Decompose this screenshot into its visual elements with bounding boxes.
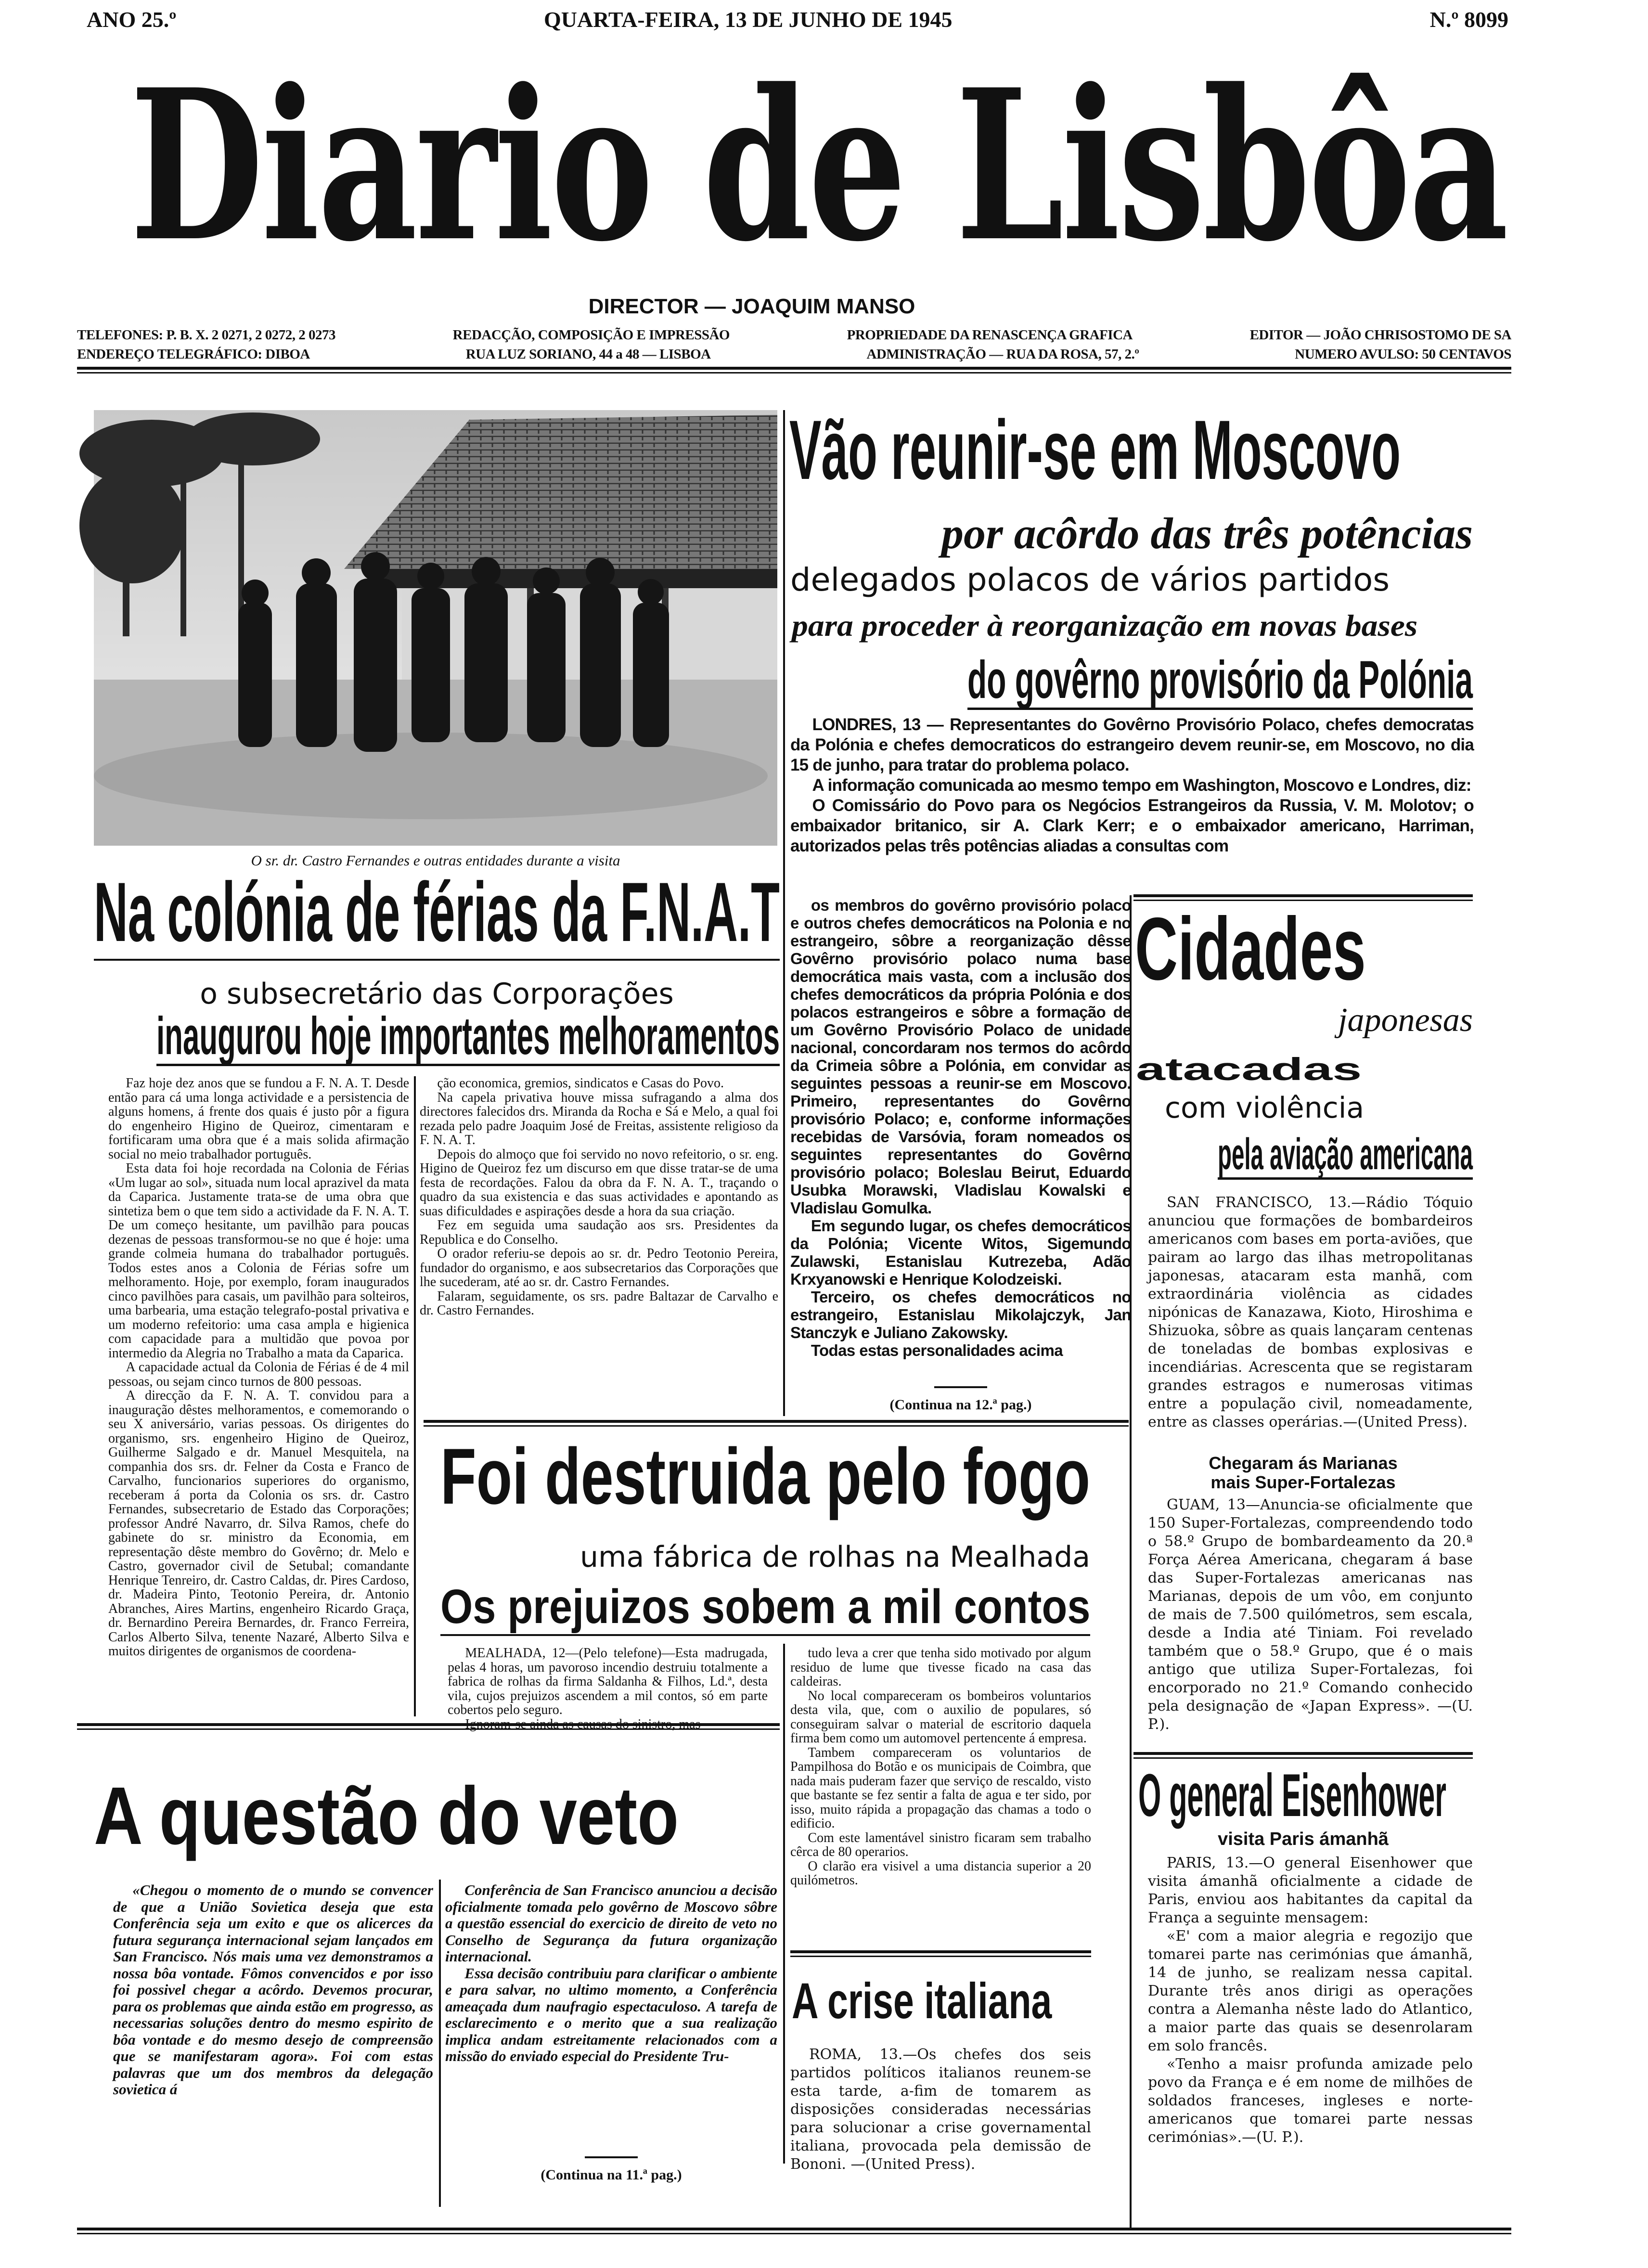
cidades-deck4-wrap bbox=[1218, 1130, 1473, 1179]
telephones: TELEFONES: P. B. X. 2 0271, 2 0272, 2 0273 bbox=[77, 327, 336, 343]
paragraph: os membros do govêrno provisório polaco e outros chefes democráticos na Polonia e no estrangeiro, sôbre a reorganização dêsse Govêrno provisório polaco numa base democrática mais vasta, com a inclusão dos chefes democráticos da própria Polónia e dos polacos estrangeiros e sôbre a formação de um Govêrno Provisório Polaco de unidade nacional, concordaram nos termos do acôrdo da Crimeia sôbre a Polónia, em convidar as seguintes pessoas a reunir-se em Moscovo. Primeiro, representantes do Govêrno provisório Polaco; e, conforme informações recebidas de Varsóvia, foram nomeados os seguintes representantes do Govêrno provisório polaco; Boleslau Beirut, Eduardo Usubka Morawski, Vladislau Kowalski e Vladislau Gomulka. bbox=[790, 896, 1131, 1217]
paragraph: Esta data foi hoje recordada na Colonia de Férias «Um lugar ao sol», situada num local aprazivel da mata da Caparica. Justamente trata-se de uma obra que sintetiza bem o que tem sido a actividade da F. N. A. T. De um começo hesitante, um pavilhão para poucas dezenas de pessoas transformou-se no que é hoje: uma grande colmeia humana do trabalhador português. Todos estes anos a Colonia de Férias sofre um melhoramento. Hoje, por exemplo, foram inaugurados cinco pavilhões para casais, um pavilhão para solteiros, uma barbearia, uma estação telegrafo-postal privativa e um moderno refeitorio: uma casa ampla e higienica com capacidade para a multidão que povoa por intermedio da Alegria no Trabalho a mata da Caparica. bbox=[108, 1161, 409, 1361]
paragraph: GUAM, 13—Anuncia-se oficialmente que 150 Super-Fortalezas, compreendendo todo o 58.º Grupo de bombardeamento da 20.ª Força Aérea Americana, chegaram á base das Super-Fortalezas americanas nas Marianas, depois de um vôo, em conjunto de mais de 7.500 quilómetros, sem escala, desde a India até Tiniam. Foi revelado também que o 58.º Grupo, que é o mais antigo que utiliza Super-Fortalezas, foi encorporado no 21.º Comando conhecido pela designação de «Japan Express». —(U. P.). bbox=[1148, 1496, 1473, 1733]
paragraph: Falaram, seguidamente, os srs. padre Baltazar de Carvalho e dr. Castro Fernandes. bbox=[420, 1289, 778, 1318]
paragraph: O Comissário do Povo para os Negócios Estrangeiros da Russia, V. M. Molotov; o embaixador britanico, sir A. Clark Kerr; e o embaixador americano, Harriman, autorizados pelas três potências aliadas a consultas com bbox=[790, 796, 1474, 855]
paragraph: Em segundo lugar, os chefes democráticos da Polónia; Vicente Witos, Sigemundo Zulawski, Estanislau Kutrezeba, Adão Krxyanowski e Henrique Kolodzeiski. bbox=[790, 1217, 1131, 1288]
fnat-subhead2: inaugurou hoje importantes melhoramentos bbox=[156, 1006, 780, 1066]
column-divider bbox=[439, 1880, 441, 2207]
paragraph: A capacidade actual da Colonia de Férias é de 4 mil pessoas, ou sejam cinco turnos de 800 pessoas. bbox=[108, 1360, 409, 1389]
year-label: ANO 25.º bbox=[87, 7, 177, 32]
administration-address: ADMINISTRAÇÃO — RUA DA ROSA, 57, 2.º bbox=[866, 347, 1139, 362]
fnat-headline-wrap bbox=[94, 865, 780, 959]
fnat-subhead: o subsecretário das Corporações bbox=[200, 977, 674, 1011]
eisenhower-body bbox=[1148, 1854, 1473, 2215]
paragraph: «Chegou o momento de o mundo se convencer de que a União Sovietica deseja que esta Conferência seja um exito e que os alicerces da futura segurança internacional sejam lançados em San Francisco. Nós mais uma vez demonstramos a nossa bôa vontade. Fômos convencidos e por isso foi possivel chegar a acôrdo. Devemos procurar, para os problemas que ainda estão em progresso, as necessarias soluções dentro do mesmo espirito de bôa vontade e do mesmo desejo de compreensão que se manifestaram agora». Foi com estas palavras que um dos membros da delegação sovietica á bbox=[113, 1881, 433, 2098]
eisenhower-headline[interactable]: O general Eisenhower bbox=[1138, 1762, 1446, 1829]
paragraph: Essa decisão contribuiu para clarificar o ambiente e para salvar, no ultimo momento, a Conferência ameaçada dum naufragio espectaculoso. A tarefa de esclarecimento e o merito que a sua realização implica andam estreitamente relacionados com a missão do enviado especial do Presidente Tru- bbox=[445, 1964, 777, 2064]
moscow-deck3: para proceder à reorganização em novas bases bbox=[792, 608, 1418, 643]
divider bbox=[424, 1420, 1129, 1427]
fnat-headline[interactable]: Na colónia de férias da F.N.A.T bbox=[94, 865, 780, 959]
paragraph: «Tenho a maisr profunda amizade pelo povo da França e é em nome de milhões de soldados franceses, ingleses e norte-americanos que tomarei parte nessas cerimónias».—(U. P.). bbox=[1148, 2056, 1473, 2146]
paragraph: A direcção da F. N. A. T. convidou para a inauguração dêstes melhoramentos, e comemorando o seu X aniversário, varias pessoas. Os dirigentes do organismo, srs. engenheiro Higino de Queiroz, Guilherme Salgado e dr. Manuel Mesquitela, na companhia dos srs. dr. Felner da Costa e Franco de Carvalho, funcionarios superiores do organismo, receberam á porta da Colonia os srs. dr. Castro Fernandes, subsecretario de Estado das Corporações; professor André Navarro, dr. Silva Ramos, chefe do gabinete do sr. ministro da Economia, em representação dêste membro do Govêrno; dr. Melo e Castro, governador civil de Setubal; comandante Henrique Tenreiro, dr. Castro Caldas, dr. Pires Cardoso, dr. Madeira Pinto, Teotonio Pereira, dr. Antonio Abranches, Aires Martins, engenheiro Ricardo Graça, dr. Bernardino Pereira Bernardes, dr. Franco Ferreira, Carlos Alberto Silva, tenente Nazaré, Alberto Silva e muitos dirigentes de organismos de coordena- bbox=[108, 1388, 409, 1659]
divider bbox=[790, 1950, 1091, 1957]
editor: EDITOR — JOÃO CHRISOSTOMO DE SA bbox=[1249, 327, 1511, 343]
cidades-body bbox=[1148, 1194, 1473, 1454]
fnat-body-col1 bbox=[108, 1076, 409, 1716]
page-bottom-divider bbox=[77, 2228, 1511, 2234]
paragraph: «E' com a maior alegria e regozijo que tomarei parte nas cerimónias que ámanhã, 14 de junho, se realizam nessa capital. Durante três anos dirigi as operações contra a Alemanha nêste lado do Atlantico, a maior parte das quais se desenrolaram em solo francês. bbox=[1148, 1928, 1473, 2054]
paragraph: PARIS, 13.—O general Eisenhower que visita ámanhã oficialmente a cidade de Paris, enviou aos habitantes da capital da França a seguinte mensagem: bbox=[1148, 1855, 1473, 1926]
eisenhower-headline-wrap bbox=[1138, 1762, 1446, 1829]
paragraph: Depois do almoço que foi servido no novo refeitorio, o sr. eng. Higino de Queiroz fez um discurso em que disse tratar-se de uma festa de recordações. Falou da obra da F. N. A. T., traçando o quadro da sua existencia e das suas actividades e apontando as suas dificuldades e aspirações desde a hora da sua criação. bbox=[420, 1147, 778, 1219]
paragraph: Na capela privativa houve missa sufragando a alma dos directores falecidos drs. Miranda da Rocha e Sá e Melo, a qual foi rezada pelo padre Joaquim José de Freitas, assistente religioso da F. N. A. T. bbox=[420, 1090, 778, 1147]
crise-headline[interactable]: A crise italiana bbox=[792, 1973, 1052, 2029]
fogo-deck1: uma fábrica de rolhas na Mealhada bbox=[579, 1540, 1090, 1574]
issue-number: N.º 8099 bbox=[1429, 7, 1508, 32]
divider bbox=[440, 1634, 1090, 1636]
paragraph: Faz hoje dez anos que se fundou a F. N. A. T. Desde então para cá uma longa actividade e a persistencia de alguns homens, á frente dos quais é justo pôr a figura do engenheiro Higino de Queiroz, cimentaram e fortificaram uma obra que é a mais solida afirmação social no meio trabalhador português. bbox=[108, 1076, 409, 1162]
moscow-column bbox=[790, 896, 1131, 1385]
issue-date: QUARTA-FEIRA, 13 DE JUNHO DE 1945 bbox=[544, 7, 953, 32]
moscow-deck4: do govêrno provisório da Polónia bbox=[967, 650, 1473, 709]
paragraph: SAN FRANCISCO, 13.—Rádio Tóquio anunciou que formações de bombardeiros americanos com bases em porta-aviões, que pairam ao largo das ilhas metropolitanas japonesas, atacaram esta manhã, com extraordinária violência as cidades nipónicas de Kanazawa, Kioto, Hiroshima e Shizuoka, sôbre as quais lançaram centenas de toneladas de bombas explosivas e incendiárias. Acrescenta que se registaram grandes estragos e numerosas vitimas entre a população civil, nomeadamente, entre as classes operárias.—(United Press). bbox=[1148, 1194, 1473, 1430]
paragraph: ção economica, gremios, sindicatos e Casas do Povo. bbox=[437, 1076, 724, 1091]
divider bbox=[77, 1723, 780, 1730]
paragraph: Com este lamentável sinistro ficaram sem trabalho cêrca de 80 operarios. bbox=[790, 1830, 1091, 1859]
paragraph: tudo leva a crer que tenha sido motivado por algum residuo de lume que tivesse ficado na casa das caldeiras. bbox=[790, 1646, 1091, 1689]
column-divider bbox=[1130, 895, 1132, 2229]
divider bbox=[94, 959, 780, 961]
crise-body bbox=[790, 2046, 1091, 2173]
veto-headline-wrap bbox=[94, 1770, 679, 1862]
cidades-deck2-wrap bbox=[1136, 1051, 1362, 1087]
single-copy-price: NUMERO AVULSO: 50 CENTAVOS bbox=[1295, 347, 1511, 362]
cidades-deck2: atacadas bbox=[1136, 1051, 1362, 1087]
photo-fnat-visit bbox=[94, 410, 777, 846]
divider bbox=[1133, 1752, 1473, 1759]
paragraph: No local compareceram os bombeiros voluntarios desta vila, que, com o auxilio de populares, só conseguiram salvar o material de escritorio daquela firma bem como um automovel pertencente á empresa. bbox=[790, 1688, 1091, 1746]
cidades-headline[interactable]: Cidades bbox=[1135, 900, 1366, 999]
paragraph: Todas estas personalidades acima bbox=[811, 1341, 1063, 1359]
paragraph: Conferência de San Francisco anunciou a decisão oficialmente tomada pelo govêrno de Moscovo sôbre a questão essencial do exercicio de direito de veto no Conselho de Segurança da futura organização internacional. bbox=[445, 1881, 777, 1965]
fogo-headline[interactable]: Foi destruida pelo fogo bbox=[440, 1432, 1091, 1521]
cidades-deck4: pela aviação americana bbox=[1218, 1130, 1473, 1179]
paragraph: LONDRES, 13 — Representantes do Govêrno Provisório Polaco, chefes democratas da Polónia e chefes democraticos do estrangeiro devem reunir-se, em Moscovo, no dia 15 de junho, para tratar do problema polaco. bbox=[790, 715, 1474, 774]
paragraph: O clarão era visivel a uma distancia superior a 20 quilómetros. bbox=[790, 1858, 1091, 1888]
masthead-divider bbox=[77, 367, 1511, 374]
moscow-continued[interactable]: (Continua na 12.ª pag.) bbox=[790, 1386, 1131, 1413]
veto-body-col1 bbox=[113, 1882, 433, 2200]
cidades-deck3: com violência bbox=[1165, 1091, 1365, 1125]
cidades-deck1: japonesas bbox=[1338, 1002, 1473, 1039]
moscow-deck3-wrap bbox=[792, 608, 1418, 643]
telegraphic-address: ENDEREÇO TELEGRÁFICO: DIBOA bbox=[77, 347, 310, 362]
marianas-subhead-line2: mais Super-Fortalezas bbox=[1210, 1472, 1396, 1492]
marianas-subhead bbox=[1133, 1454, 1473, 1492]
veto-headline[interactable]: A questão do veto bbox=[94, 1770, 679, 1862]
marianas-body bbox=[1148, 1496, 1473, 1746]
paragraph: Ignoram-se ainda as causas do sinistro, mas bbox=[465, 1716, 701, 1732]
masthead-title: Diario de Lisbôa bbox=[130, 44, 1507, 287]
column-divider bbox=[783, 410, 785, 1416]
paragraph: A informação comunicada ao mesmo tempo em Washington, Moscovo e Londres, diz: bbox=[812, 776, 1471, 795]
paragraph: O orador referiu-se depois ao sr. dr. Pedro Teotonio Pereira, fundador do organismo, e aos subsecretarios das Corporações que lhe sucederam, até ao sr. dr. Castro Fernandes. bbox=[420, 1246, 778, 1289]
veto-continued[interactable]: (Continua na 11.ª pag.) bbox=[445, 2156, 777, 2183]
marianas-subhead-line1: Chegaram ás Marianas bbox=[1209, 1453, 1398, 1473]
director-line bbox=[0, 295, 1648, 319]
editorial-office: REDACÇÃO, COMPOSIÇÃO E IMPRESSÃO bbox=[452, 327, 730, 343]
fogo-body-col2 bbox=[790, 1646, 1091, 1933]
column-divider bbox=[414, 1076, 416, 1716]
moscow-headline-wrap bbox=[789, 403, 1401, 497]
paragraph: ROMA, 13.—Os chefes dos seis partidos políticos italianos reunem-se esta tarde, a-fim de tomarem as disposições consideradas necessárias para solucionar a crise governamental italiana, provocada pela demissão de Bononi. —(United Press). bbox=[790, 2046, 1091, 2173]
ownership: PROPRIEDADE DA RENASCENÇA GRAFICA bbox=[847, 327, 1133, 343]
fogo-deck2: Os prejuizos sobem a mil contos bbox=[440, 1580, 1091, 1634]
moscow-deck2: delegados polacos de vários partidos bbox=[790, 561, 1390, 598]
moscow-headline[interactable]: Vão reunir-se em Moscovo bbox=[789, 403, 1401, 497]
eisenhower-subhead: visita Paris ámanhã bbox=[1218, 1829, 1389, 1849]
moscow-deck2-wrap bbox=[790, 561, 1390, 598]
photo-caption: O sr. dr. Castro Fernandes e outras entidades durante a visita bbox=[251, 852, 620, 869]
street-address: RUA LUZ SORIANO, 44 a 48 — LISBOA bbox=[465, 347, 711, 362]
fogo-body-col1 bbox=[448, 1646, 768, 1732]
moscow-deck1-wrap bbox=[789, 509, 1473, 558]
paragraph: Fez em seguida uma saudação aos srs. Presidentes da Republica e do Conselho. bbox=[420, 1218, 778, 1247]
paragraph: Tambem compareceram os voluntarios de Pampilhosa do Botão e os municipais de Coimbra, que nada mais puderam fazer que serviço de rescaldo, visto que bastante se fez sentir a falta de agua e ter sido, por isso, muito rápida a propagação das chamas a todo o edificio. bbox=[790, 1745, 1091, 1831]
director-name: DIRECTOR — JOAQUIM MANSO bbox=[588, 295, 915, 318]
paragraph: Terceiro, os chefes democráticos no estrangeiro, Estanislau Mikolajczyk, Jan Stanczyk e Juliano Zakowsky. bbox=[790, 1288, 1131, 1341]
veto-body-col2 bbox=[445, 1882, 777, 2132]
moscow-deck1: por acôrdo das três potências bbox=[941, 509, 1473, 558]
moscow-lead bbox=[790, 715, 1474, 895]
fnat-body-col2 bbox=[420, 1076, 778, 1318]
column-divider bbox=[783, 1644, 785, 2164]
info-row-1 bbox=[77, 327, 1511, 343]
info-row-2 bbox=[77, 347, 1511, 362]
paragraph: MEALHADA, 12—(Pelo telefone)—Esta madrugada, pelas 4 horas, um pavoroso incendio destruiu totalmente a fabrica de rolhas da firma Saldanha & Filhos, Ld.ª, desta vila, cujos prejuizos ascendem a mil contos, só em parte cobertos pelo seguro. bbox=[448, 1646, 768, 1717]
